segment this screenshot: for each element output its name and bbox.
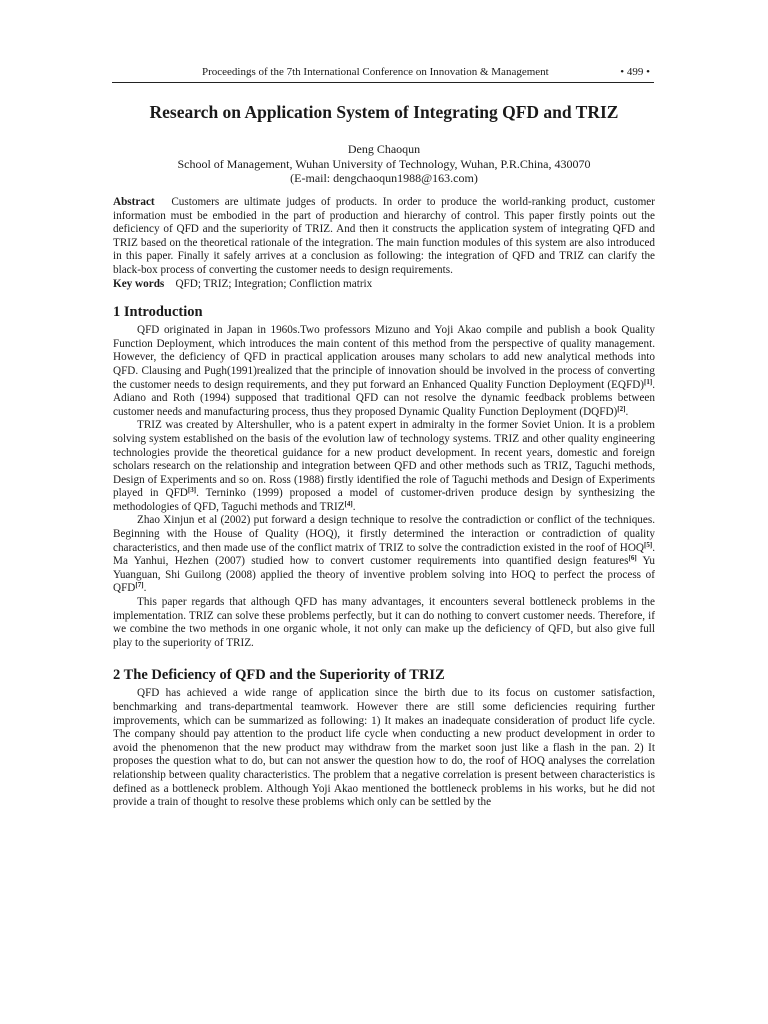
- citation: [7]: [135, 581, 144, 590]
- citation: [2]: [617, 404, 626, 413]
- section-heading-introduction: 1 Introduction: [113, 304, 203, 321]
- paragraph-text: . Terninko (1999) proposed a model of customer-driven produce design by synthesizing the methodologies of QFD, Taguchi methods and TRIZ: [113, 487, 655, 513]
- author-block: [0, 142, 768, 186]
- citation: [4]: [344, 499, 353, 508]
- paragraph-text: TRIZ was created by Altershuller, who is a patent expert in admiralty in the former Soviet Union. It is a problem solving system established on the basis of the evolution law of technology systems. TRIZ and other quality engineering technologies provide the theoretical guidance for a new product development. In recent years, domestic and foreign scholars research on the relationship and integration between QFD and other methods such as TRIZ, Taguchi methods, Design of Experiments and so on. Ross (1988) firstly identified the role of Taguchi methods and Design of Experiments played in QFD: [113, 419, 655, 500]
- keywords-label: Key words: [113, 277, 165, 290]
- abstract-text: Customers are ultimate judges of products. In order to produce the world-ranking product, customer information must be embodied in the part of production and hierarchy of control. This paper firstly points out the deficiency of QFD and the superiority of TRIZ. And then it constructs the application system of integrating QFD and TRIZ based on the theoretical rationale of the integration. The main function modules of this system are also introduced in this paper. Finally it safely arrives at a conclusion as following: the integration of QFD and TRIZ can clarify the black-box process of converting the customer needs to design requirements.: [113, 196, 656, 276]
- keywords-text: QFD; TRIZ; Integration; Confliction matrix: [175, 277, 373, 290]
- paragraph: [113, 514, 655, 596]
- citation: [1]: [644, 377, 653, 386]
- keywords: [113, 278, 655, 292]
- author-name: Deng Chaoqun: [347, 142, 421, 156]
- paragraph-text: Yu Yuanguan, Shi Guilong (2008) applied the theory of inventive problem solving into HOQ to perfect the process of QFD: [113, 555, 655, 595]
- running-header: [112, 64, 654, 83]
- author-email: (E-mail: dengchaoqun1988@163.com): [290, 171, 478, 185]
- paragraph: QFD has achieved a wide range of application since the birth due to its focus on customer satisfaction, benchmarking and trans-departmental teamwork. However there are still some deficiencies requiring further improvements, which can be summarized as following: 1) It makes an inadequate consideration of product life cycle. The company should pay attention to the product life cycle when conducting a new product development in order to avoid the phenomenon that the new product may withdraw from the market soon just like a flash in the pan. 2) It proposes the question what to do, but can not answer the question how to do, the roof of HOQ analyses the correlation relationship between quality characteristics. The problem that a negative correlation is present between characteristics is defined as a bottleneck problem. Although Yoji Akao mentioned the bottleneck problems in his works, but he did not provide a train of thought to resolve these problems which only can be settled by the: [113, 687, 655, 809]
- section-heading-deficiency: 2 The Deficiency of QFD and the Superiority of TRIZ: [113, 667, 445, 684]
- paragraph-text: Zhao Xinjun et al (2002) put forward a design technique to resolve the contradiction or conflict of the techniques. Beginning with the House of Quality (HOQ), it firstly determined the interaction or contradiction of quality characteristics, and then made use of the conflict matrix of TRIZ to solve the contradiction existed in the roof of HOQ: [113, 514, 655, 554]
- abstract-label: Abstract: [113, 196, 155, 208]
- paragraph-text: . Adiano and Roth (1994) supposed that traditional QFD can not resolve the dynamic feedback problems between customer needs and manufacturing process, thus they proposed Dynamic Quality Function Deployment (DQFD): [113, 378, 655, 418]
- paragraph: [113, 324, 655, 419]
- page-number: • 499 •: [620, 66, 650, 78]
- paragraph: This paper regards that although QFD has many advantages, it encounters several bottleneck problems in the implementation. TRIZ can solve these problems perfectly, but it can do nothing to convert customer needs. Therefore, if we combine the two methods in one organic whole, it not only can make up the deficiency of QFD, but also give full play to the superiority of TRIZ.: [113, 596, 655, 649]
- citation: [5]: [644, 540, 653, 549]
- paragraph-text: . Ma Yanhui, Hezhen (2007) studied how to convert customer requirements into quantified design features: [113, 541, 655, 568]
- abstract: [113, 196, 655, 278]
- paragraph-text: .: [352, 500, 356, 513]
- paragraph-text: QFD originated in Japan in 1960s.Two professors Mizuno and Yoji Akao compile and publish a book Quality Function Deployment, which introduces the main content of this method from the perspective of quality management. However, the deficiency of QFD in practical application arouses many scholars to add new analytical methods into QFD. Clausing and Pugh(1991)realized that the principle of innovation should be involved in the process of converting the customer needs to design requirements, and they put forward an Enhanced Quality Function Deployment (EQFD): [113, 324, 655, 391]
- author-affiliation: School of Management, Wuhan University of Technology, Wuhan, P.R.China, 430070: [177, 156, 591, 171]
- paragraph-text: .: [625, 405, 629, 418]
- paragraph-text: .: [143, 582, 147, 595]
- citation: [3]: [187, 486, 197, 495]
- citation: [6]: [628, 554, 637, 563]
- paragraph: [113, 419, 655, 514]
- paper-body: [113, 196, 655, 810]
- journal-title: Proceedings of the 7th International Conference on Innovation & Management: [202, 66, 549, 78]
- paper-title: Research on Application System of Integrating QFD and TRIZ: [149, 102, 619, 122]
